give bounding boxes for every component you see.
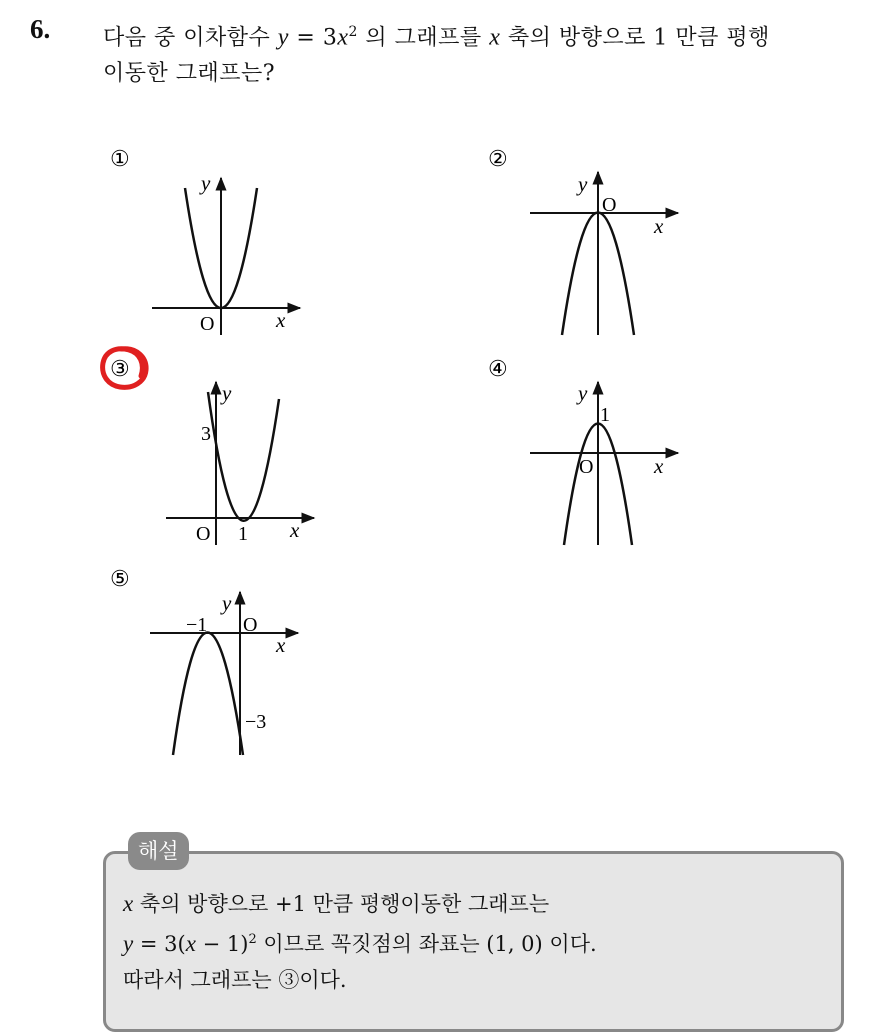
sol-exp: 2 <box>248 932 257 947</box>
choice-2-y-label: y <box>578 172 588 196</box>
choice-5-parabola <box>173 633 243 756</box>
func-x: x <box>337 24 349 51</box>
choice-4-x-label: x <box>654 454 664 478</box>
choice-3-y-label: y <box>222 381 232 405</box>
sol-line2: 이므로 꼭짓점의 좌표는 (1, 0) 이다. <box>256 932 597 956</box>
func-exp: 2 <box>348 24 358 40</box>
choice-3-parabola <box>208 392 279 521</box>
sol-y: y <box>123 931 134 956</box>
choice-2-origin: O <box>602 194 617 216</box>
choice-4-y-tick: 1 <box>600 404 610 426</box>
choice-3-mark: ③ <box>110 356 130 381</box>
choice-5-origin: O <box>243 614 258 636</box>
solution-tag: 해설 <box>128 832 189 870</box>
choice-1[interactable] <box>110 146 300 335</box>
choice-1-mark: ① <box>110 146 130 171</box>
sol-eq: = 3( <box>133 932 186 956</box>
choice-5-x-tick: −1 <box>186 614 208 636</box>
solution-text <box>123 886 823 998</box>
choice-2-mark: ② <box>488 146 508 171</box>
choice-4-mark: ④ <box>488 356 508 381</box>
choice-3-y-intercept: 3 <box>201 423 211 445</box>
choice-1-origin: O <box>200 313 215 335</box>
question-text-part1: 다음 중 이차함수 <box>103 25 271 51</box>
question-text-part2: 의 그래프를 <box>365 25 482 51</box>
choice-5-y-label: y <box>222 591 232 615</box>
choice-3-x-tick: 1 <box>238 523 248 545</box>
choice-4-y-label: y <box>578 381 588 405</box>
question-number: 6. <box>30 14 51 44</box>
choice-4[interactable] <box>488 356 678 545</box>
sol-minus: − 1) <box>195 932 249 956</box>
sol-x2: x <box>185 931 196 956</box>
choice-5-x-label: x <box>276 633 286 657</box>
choice-2[interactable] <box>488 146 678 335</box>
sol-line3: 따라서 그래프는 ③이다. <box>123 968 347 992</box>
choice-5-mark: ⑤ <box>110 566 130 591</box>
choice-4-origin: O <box>579 456 594 478</box>
func-eq: = 3 <box>288 25 338 51</box>
question-text-line2: 이동한 그래프는? <box>103 61 276 87</box>
choice-3-origin: O <box>196 523 211 545</box>
choice-3-x-label: x <box>290 518 300 542</box>
choice-2-x-label: x <box>654 214 664 238</box>
choice-1-x-label: x <box>276 308 286 332</box>
sol-line1: 축의 방향으로 +1 만큼 평행이동한 그래프는 <box>139 892 550 916</box>
choice-5[interactable] <box>110 566 298 755</box>
choice-3[interactable] <box>103 349 314 545</box>
sol-x: x <box>123 891 134 916</box>
question-text-part3: 축의 방향으로 1 만큼 평행 <box>507 25 770 51</box>
axis-x-label: x <box>489 24 501 51</box>
choice-1-y-label: y <box>201 171 211 195</box>
choice-5-y-intercept: −3 <box>245 711 267 733</box>
func-y: y <box>277 24 289 51</box>
